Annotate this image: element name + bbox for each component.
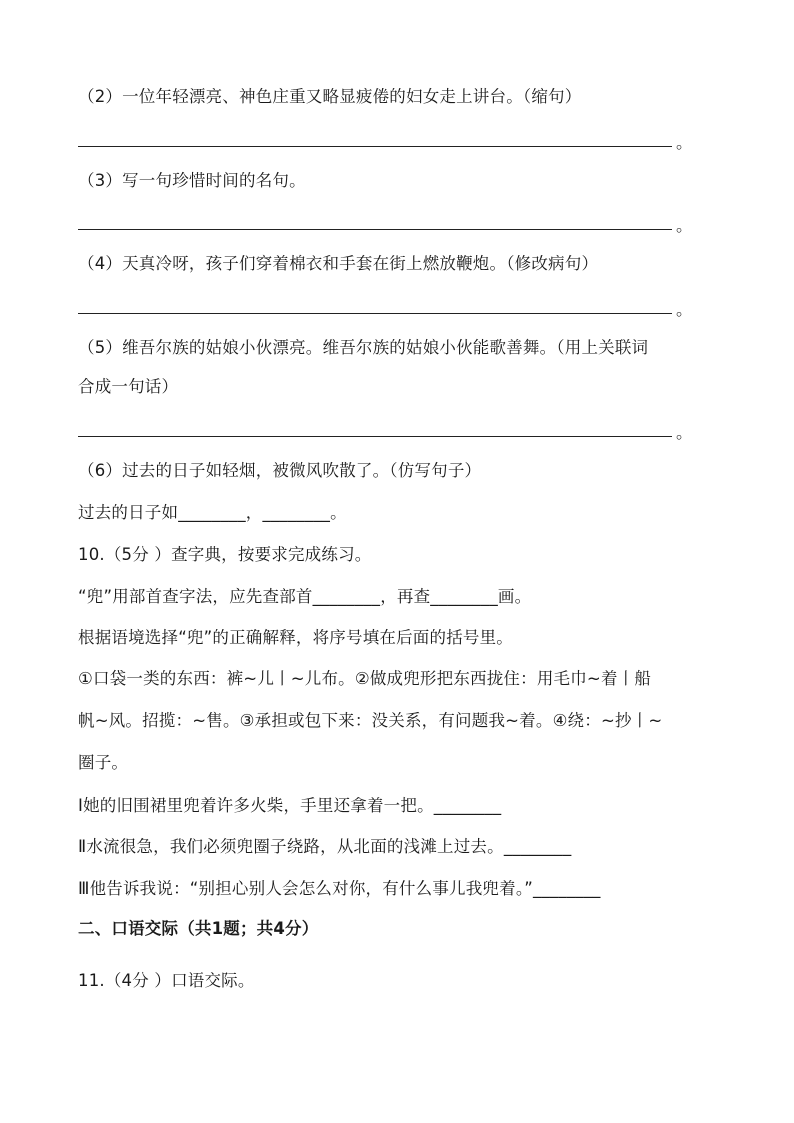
answer-line-q2[interactable]: [78, 146, 672, 147]
question-10-sentence-3[interactable]: Ⅲ他告诉我说：“别担心别人会怎么对你，有什么事儿我兜着。”________: [78, 879, 601, 898]
question-5-text-line1: （5）维吾尔族的姑娘小伙漂亮。维吾尔族的姑娘小伙能歌善舞。（用上关联词: [78, 338, 649, 357]
answer-line-q3[interactable]: [78, 229, 672, 230]
question-5-text-line2: 合成一句话）: [78, 377, 179, 396]
question-10-line1[interactable]: “兜”用部首查字法，应先查部首________，再查________画。: [78, 587, 532, 606]
question-10-title: 10.（5分 ）查字典，按要求完成练习。: [78, 545, 372, 564]
question-10-line2: 根据语境选择“兜”的正确解释，将序号填在后面的括号里。: [78, 628, 513, 647]
question-3-text: （3）写一句珍惜时间的名句。: [78, 171, 306, 190]
question-4-text: （4）天真冷呀，孩子们穿着棉衣和手套在街上燃放鞭炮。（修改病句）: [78, 254, 599, 273]
question-2-text: （2）一位年轻漂亮、神色庄重又略显疲倦的妇女走上讲台。（缩句）: [78, 87, 582, 106]
question-10-sentence-2[interactable]: Ⅱ水流很急，我们必须兜圈子绕路，从北面的浅滩上过去。________: [78, 837, 572, 856]
question-6-text: （6）过去的日子如轻烟，被微风吹散了。（仿写句子）: [78, 461, 482, 480]
question-10-def3: 圈子。: [78, 753, 129, 772]
answer-end-q4: 。: [676, 300, 693, 319]
answer-line-q4[interactable]: [78, 313, 672, 314]
question-11-title: 11.（4分 ）口语交际。: [78, 971, 255, 990]
question-10-def2: 帆~风。招揽：~售。③承担或包下来：没关系，有问题我~着。④绕：~抄丨~: [78, 711, 663, 730]
answer-end-q3: 。: [676, 216, 693, 235]
section-2-title: 二、口语交际（共1题；共4分）: [78, 919, 319, 938]
question-6-answer[interactable]: 过去的日子如________，________。: [78, 503, 347, 522]
question-10-def1: ①口袋一类的东西：裤~儿丨~儿布。②做成兜形把东西拢住：用毛巾~着丨船: [78, 669, 652, 688]
answer-line-q5[interactable]: [78, 436, 672, 437]
answer-end-q5: 。: [676, 423, 693, 442]
answer-end-q2: 。: [676, 133, 693, 152]
question-10-sentence-1[interactable]: Ⅰ她的旧围裙里兜着许多火柴，手里还拿着一把。________: [78, 796, 502, 815]
